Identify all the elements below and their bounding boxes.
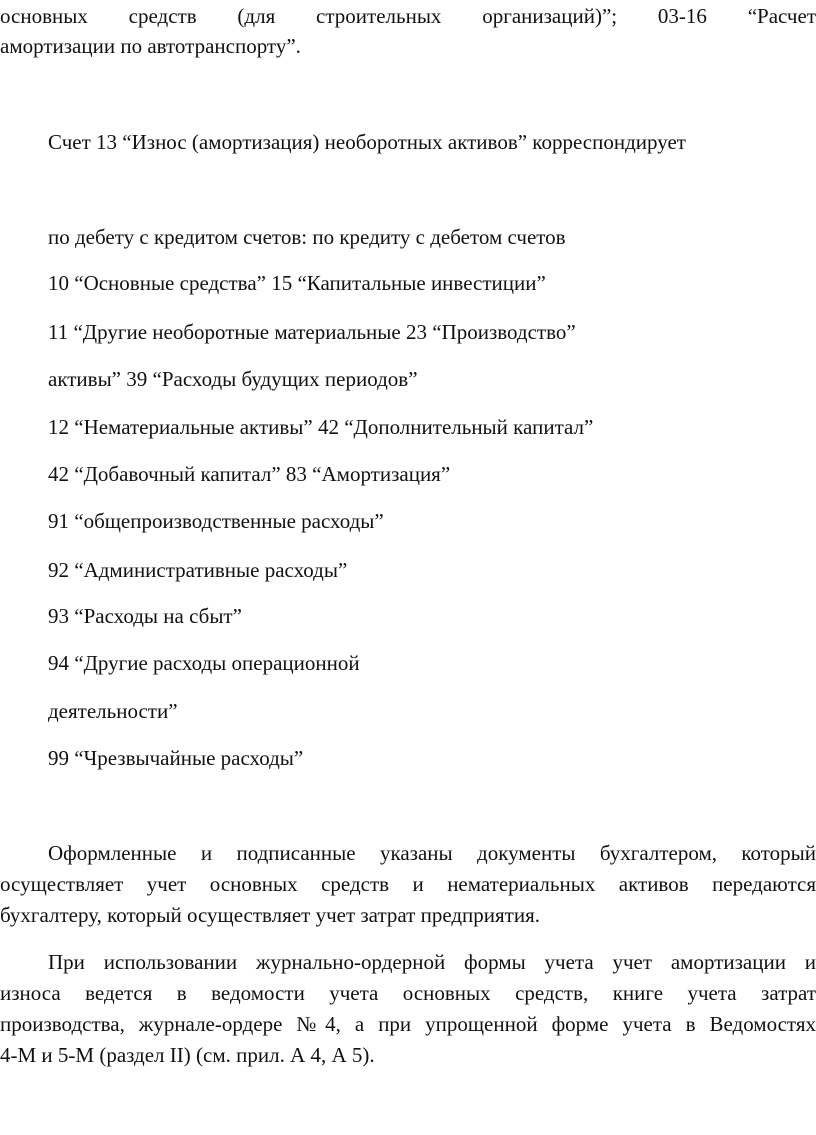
correspondence-line: 42 “Добавочный капитал” 83 “Амортизация” xyxy=(48,462,451,486)
correspondence-line: 10 “Основные средства” 15 “Капитальные инвестиции” xyxy=(48,271,546,295)
paragraph-2-line-2: износа ведется в ведомости учета основных средств, книге учета затрат xyxy=(0,981,816,1005)
intro-line-1: основных средств (для строительных организаций)”; 03-16 “Расчет xyxy=(0,4,816,28)
paragraph-1-line-2: осуществляет учет основных средств и нематериальных активов передаются xyxy=(0,872,816,896)
correspondence-line: 92 “Административные расходы” xyxy=(48,558,348,582)
account-heading: Счет 13 “Износ (амортизация) необоротных активов” корреспондирует xyxy=(48,130,686,154)
correspondence-line: 94 “Другие расходы операционной xyxy=(48,651,360,675)
correspondence-line: 99 “Чрезвычайные расходы” xyxy=(48,746,304,770)
correspondence-line: 91 “общепроизводственные расходы” xyxy=(48,509,384,533)
correspondence-line: деятельности” xyxy=(48,699,178,723)
correspondence-line: 93 “Расходы на сбыт” xyxy=(48,604,242,628)
correspondence-line: по дебету с кредитом счетов: по кредиту с дебетом счетов xyxy=(48,225,566,249)
paragraph-2-line-4: 4-М и 5-М (раздел II) (см. прил. А 4, А 5). xyxy=(0,1043,375,1067)
paragraph-2-line-3: производства, журнале-ордере №4, а при упрощенной форме учета в Ведомостях xyxy=(0,1012,816,1036)
paragraph-1-line-3: бухгалтеру, который осуществляет учет затрат предприятия. xyxy=(0,903,541,927)
paragraph-1-line-1: Оформленные и подписанные указаны документы бухгалтером, который xyxy=(48,841,816,865)
paragraph-2-line-1: При использовании журнально-ордерной формы учета учет амортизации и xyxy=(48,950,816,974)
intro-line-2: амортизации по автотранспорту”. xyxy=(0,34,301,58)
correspondence-line: активы” 39 “Расходы будущих периодов” xyxy=(48,367,418,391)
correspondence-line: 11 “Другие необоротные материальные 23 “Производство” xyxy=(48,320,576,344)
correspondence-line: 12 “Нематериальные активы” 42 “Дополнительный капитал” xyxy=(48,415,594,439)
